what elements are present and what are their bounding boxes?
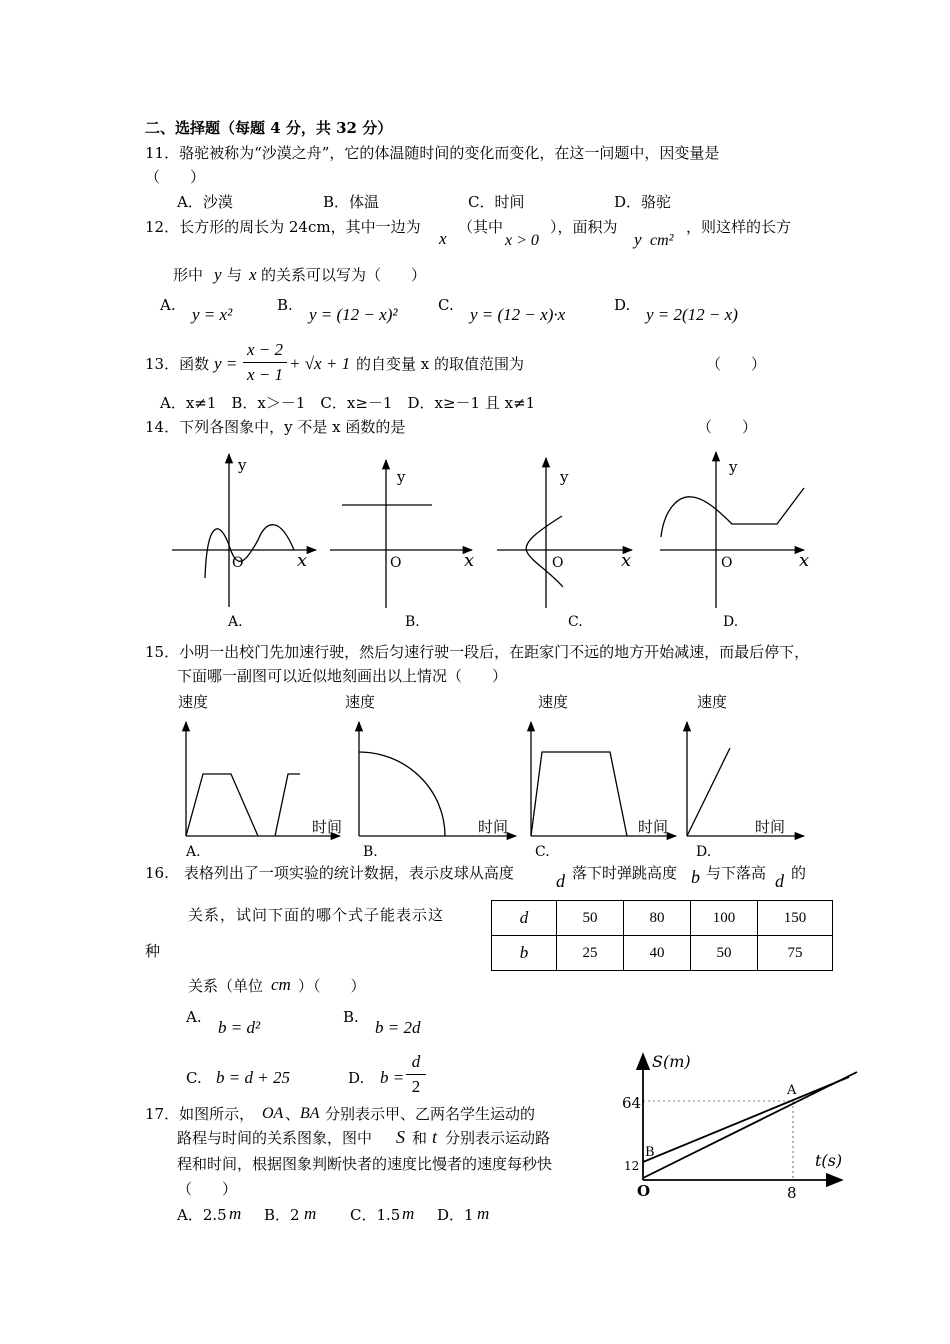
q16-option-b-expr: b = 2d (375, 1018, 421, 1037)
q17-option-b-unit: m (304, 1204, 317, 1223)
q14-b-x-label: x (464, 550, 475, 571)
q14-bracket: （ ） (697, 418, 758, 436)
q14-d-label: D. (723, 614, 739, 630)
q17-ba: BA (300, 1105, 320, 1122)
q17-line3: 程和时间，根据图象判断快者的速度比慢者的速度每秒快 (177, 1155, 553, 1173)
q12-stem-a: 12．长方形的周长为 24cm，其中一边为 (145, 218, 421, 236)
q16-option-a-expr: b = d² (218, 1018, 261, 1037)
q11-stem: 11．骆驼被称为“沙漠之舟”，它的体温随时间的变化而变化，在这一问题中，因变量是 (145, 144, 720, 162)
q17-option-a-unit: m (229, 1204, 242, 1223)
q17-line2-c: 分别表示运动路 (445, 1129, 551, 1147)
q17-sep: 、 (285, 1105, 301, 1123)
q14-a-x-label: x (297, 550, 308, 571)
q14-c-x-label: x (621, 550, 632, 571)
q15-b-xlabel: 时间 (478, 818, 509, 836)
q17-tick-8: 8 (787, 1184, 797, 1202)
q11-option-c: C．时间 (468, 193, 525, 211)
q16-stem-b: 落下时弹跳高度 (572, 864, 678, 882)
q16-option-c-label: C. (186, 1069, 202, 1087)
q12-option-b-expr: y = (12 − x)² (309, 305, 398, 324)
q16-line2: 关系，试问下面的哪个式子能表示这 (188, 906, 445, 924)
q15-a-ylabel: 速度 (178, 693, 209, 711)
q16-option-d-num: d (411, 1052, 421, 1071)
q14-c-label: C. (568, 614, 583, 630)
table-cell: 50 (691, 936, 758, 971)
table-head-b: b (492, 936, 557, 971)
q16-option-d-lhs: b = (380, 1068, 405, 1087)
q13-denominator: x − 1 (243, 362, 287, 385)
q16-unit: cm (271, 975, 291, 994)
q14-b-label: B. (405, 614, 420, 630)
q12-option-a-label: A. (160, 296, 176, 314)
q11-bracket: （ ） (145, 168, 206, 186)
q12-line2-c: 的关系可以写为（ ） (261, 266, 427, 284)
q15-d-label: D. (696, 844, 712, 860)
q15-stem-1: 15．小明一出校门先加速行驶，然后匀速行驶一段后，在距家门不远的地方开始减速，而最后停下， (145, 643, 810, 661)
q17-line2-a: 路程与时间的关系图象，图中 (177, 1129, 373, 1147)
q17-option-d-unit: m (477, 1204, 490, 1223)
q16-option-b-label: B. (343, 1008, 359, 1026)
q14-c-y-label: y (560, 468, 569, 486)
q13-sqrt: + √x + 1 (289, 354, 351, 373)
q16-stem-a: 16. 表格列出了一项实验的统计数据，表示皮球从高度 (145, 864, 514, 882)
section-title: 二、选择题（每题 4 分，共 32 分） (145, 119, 393, 137)
q14-b-y-label: y (397, 468, 406, 486)
table-cell: 150 (758, 901, 833, 936)
q15-a-label: A. (186, 844, 201, 860)
q12-option-c-label: C. (438, 296, 454, 314)
q12-option-c-expr: y = (12 − x)·x (470, 305, 566, 324)
q12-unit: cm² (650, 232, 674, 249)
q17-oa: OA (262, 1105, 284, 1122)
q12-option-a-expr: y = x² (192, 305, 233, 324)
q15-c-ylabel: 速度 (538, 693, 569, 711)
q15-c-label: C. (535, 844, 550, 860)
q16-var-d: d (556, 871, 565, 891)
q17-option-a-label: A．2.5 (177, 1206, 227, 1224)
q17-line-ba (643, 1077, 849, 1162)
table-head-d: d (492, 901, 557, 936)
q13-numerator: x − 2 (246, 340, 284, 359)
q16-stem-c: 与下落高 (706, 864, 767, 882)
q12-var-y: y (634, 230, 642, 249)
q12-stem-c: ），面积为 (550, 218, 618, 236)
q13-stem-b: 的自变量 x 的取值范围为 (356, 355, 524, 373)
q16-var-b: b (691, 867, 700, 887)
q17-line1-a: 17．如图所示， (145, 1105, 255, 1123)
table-cell: 50 (557, 901, 624, 936)
q12-line2-b: 与 (227, 266, 243, 284)
q14-a-origin: O (232, 555, 244, 571)
q15-stem-2: 下面哪一副图可以近似地刻画出以上情况（ ） (177, 667, 508, 685)
q17-origin: O (637, 1182, 651, 1200)
q17-option-d-label: D．1 (437, 1206, 474, 1224)
q15-d-xlabel: 时间 (755, 818, 786, 836)
q17-var-s: S (396, 1127, 405, 1147)
q11-option-d: D．骆驼 (614, 193, 672, 211)
q12-option-d-label: D. (614, 296, 631, 314)
table-cell: 80 (624, 901, 691, 936)
q16-option-c-expr: b = d + 25 (216, 1068, 290, 1087)
q15-b-ylabel: 速度 (345, 693, 376, 711)
q14-d-origin: O (721, 555, 733, 571)
q16-var-d2: d (775, 871, 784, 891)
q17-line1-b: 分别表示甲、乙两名学生运动的 (325, 1105, 536, 1123)
q17-point-a: A (787, 1083, 797, 1098)
q14-d-x-label: x (799, 550, 810, 571)
q11-option-b: B．体温 (323, 193, 380, 211)
q14-b-origin: O (390, 555, 402, 571)
q17-point-b: B (645, 1145, 655, 1160)
q16-option-d-label: D. (348, 1069, 365, 1087)
q14-a-y-label: y (238, 456, 247, 474)
q16-option-a-label: A. (186, 1008, 202, 1026)
q11-option-a: A．沙漠 (177, 193, 233, 211)
q17-ylabel: S(m) (652, 1052, 691, 1071)
q16-line3: 种 (145, 942, 161, 960)
q16-line4-b: ）（ ） (298, 977, 366, 995)
q14-a-label: A. (228, 614, 243, 630)
q17-line2-b: 和 (412, 1129, 428, 1147)
q15-c-xlabel: 时间 (638, 818, 669, 836)
q17-option-c-label: C．1.5 (350, 1206, 401, 1224)
q16-option-d-den: 2 (406, 1074, 426, 1097)
table-cell: 40 (624, 936, 691, 971)
q14-c-origin: O (552, 555, 564, 571)
table-cell: 25 (557, 936, 624, 971)
q15-b-label: B. (363, 844, 378, 860)
table-cell: 75 (758, 936, 833, 971)
q17-option-b-label: B．2 (264, 1206, 300, 1224)
q15-a-xlabel: 时间 (312, 818, 343, 836)
q12-stem-b: （其中 (458, 218, 504, 236)
q12-stem-d: ，则这样的长方 (686, 218, 792, 236)
q17-option-c-unit: m (402, 1204, 415, 1223)
q16-stem-d: 的 (791, 864, 807, 882)
q13-options: A．x≠1 B．x＞－1 C．x≥－1 D．x≥－1 且 x≠1 (160, 394, 536, 412)
q14-stem: 14．下列各图象中，y 不是 x 函数的是 (145, 418, 406, 436)
q16-line4-a: 关系（单位 (188, 977, 264, 995)
q17-tick-64: 64 (622, 1094, 642, 1112)
q17-tick-12: 12 (624, 1159, 640, 1173)
q12-option-b-label: B. (277, 296, 293, 314)
q17-bracket: （ ） (177, 1180, 238, 1198)
q12-var-x: x (439, 229, 447, 248)
q13-y: y = (214, 354, 238, 373)
q12-line2-a: 形中 (173, 266, 204, 284)
q12-line2-x: x (249, 265, 257, 284)
q12-option-d-expr: y = 2(12 − x) (646, 305, 738, 324)
table-cell: 100 (691, 901, 758, 936)
q12-line2-y: y (214, 265, 222, 284)
q12-condition: x > 0 (505, 232, 539, 249)
q13-bracket: （ ） (706, 355, 767, 373)
q17-var-t: t (432, 1127, 438, 1147)
q15-d-ylabel: 速度 (697, 693, 728, 711)
q14-d-y-label: y (729, 458, 738, 476)
q13-stem-a: 13．函数 (145, 355, 210, 373)
q17-xlabel: t(s) (815, 1151, 843, 1170)
